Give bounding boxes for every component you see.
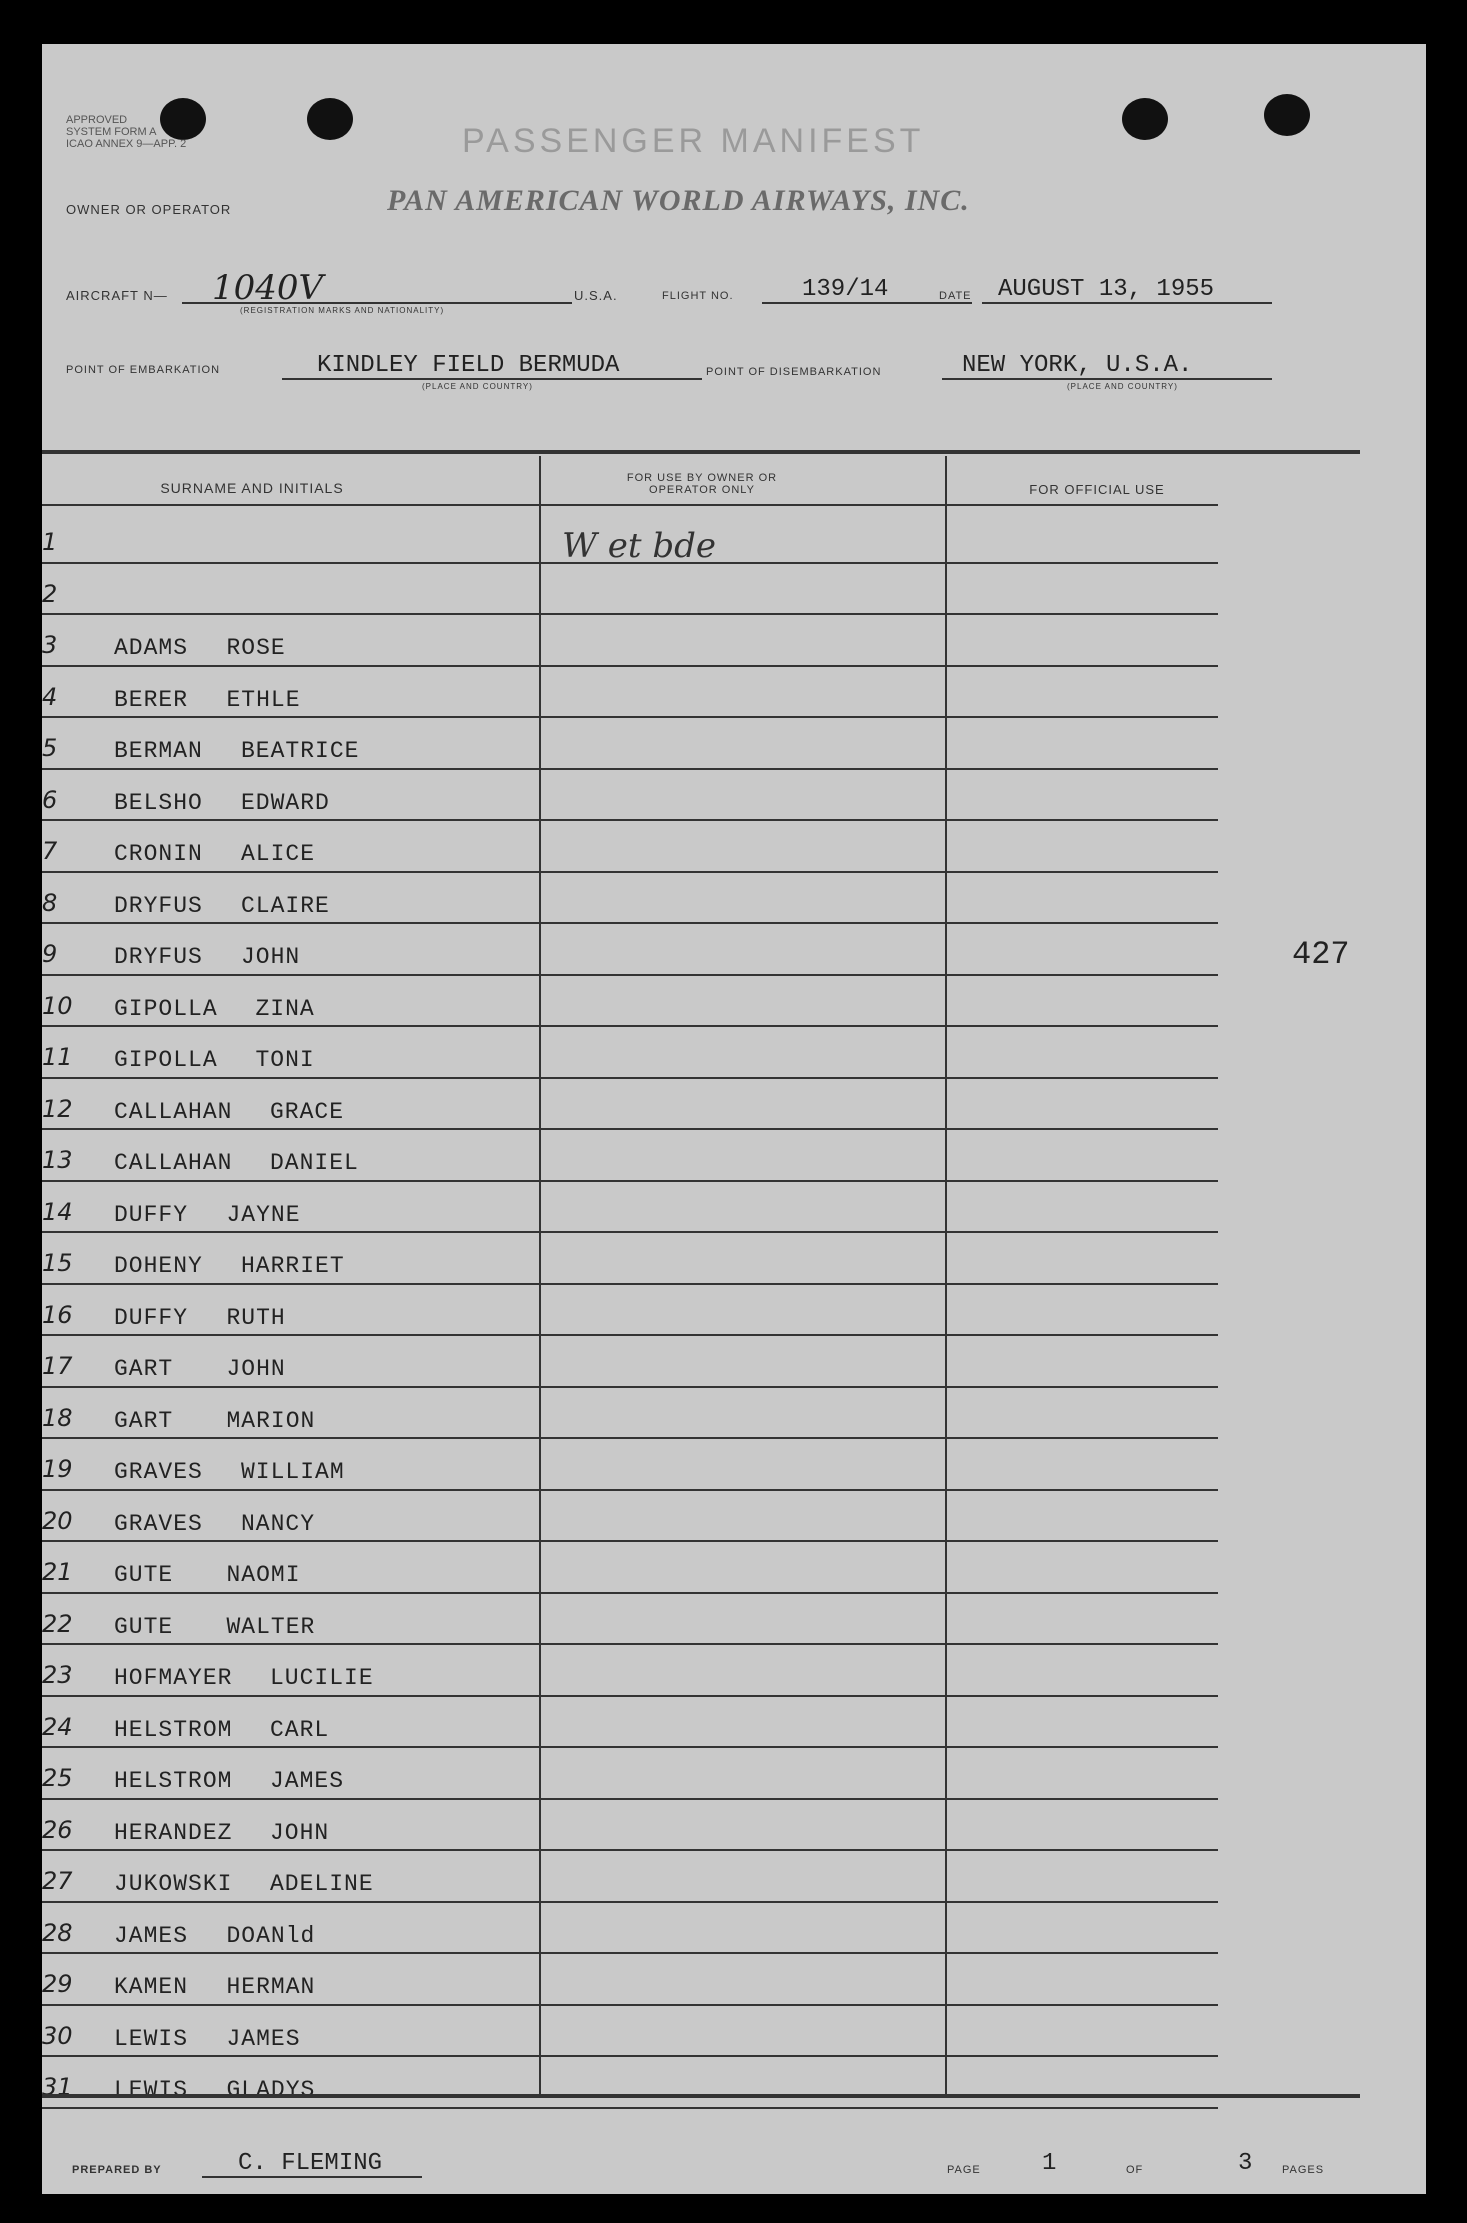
passenger-surname: LEWIS [114, 2025, 189, 2052]
passenger-number: 26 [42, 1815, 73, 1844]
passenger-given-name: JOHN [270, 1819, 330, 1846]
pages-value: 3 [1238, 2150, 1253, 2177]
row-rule [42, 768, 1218, 770]
row-rule [42, 1077, 1218, 1079]
passenger-number: 4 [42, 682, 58, 711]
row-rule [42, 2107, 1218, 2109]
punch-hole [307, 98, 353, 140]
row-rule [42, 1180, 1218, 1182]
passenger-number: 11 [42, 1043, 73, 1071]
prepared-underline [202, 2176, 422, 2178]
passenger-number: 14 [42, 1197, 73, 1226]
passenger-given-name: LUCILIE [270, 1665, 374, 1691]
passenger-number: 24 [42, 1712, 73, 1741]
table-header-rule [42, 504, 1218, 506]
manifest-sheet [42, 44, 1426, 2194]
page-value: 1 [1042, 2150, 1057, 2177]
passenger-given-name: BEATRICE [241, 738, 360, 764]
passenger-number: 1 [42, 528, 58, 556]
passenger-surname: GIPOLLA [114, 995, 218, 1022]
disembark-underline [942, 378, 1272, 380]
passenger-given-name: RUTH [226, 1304, 286, 1331]
column-divider [945, 456, 947, 2096]
passenger-given-name: HERMAN [226, 1974, 316, 2000]
passenger-surname: BELSHO [114, 789, 203, 816]
passenger-number: 12 [42, 1094, 73, 1123]
passenger-surname: DOHENY [114, 1253, 203, 1279]
owner-remark: W et bde [562, 526, 716, 566]
passenger-given-name: HARRIET [241, 1253, 345, 1279]
passenger-given-name: NAOMI [226, 1562, 301, 1588]
passenger-given-name: CARL [270, 1716, 330, 1743]
row-rule [42, 1695, 1218, 1697]
passenger-surname: GIPOLLA [114, 1047, 218, 1073]
embark-underline [282, 378, 702, 380]
date-underline [982, 302, 1272, 304]
passenger-given-name: ZINA [255, 995, 315, 1022]
row-rule [42, 871, 1218, 873]
passenger-given-name: CLAIRE [241, 892, 330, 919]
passenger-number: 27 [42, 1867, 73, 1895]
passenger-surname: GRAVES [114, 1459, 203, 1485]
row-rule [42, 1283, 1218, 1285]
passenger-surname: BERMAN [114, 738, 203, 764]
row-rule [42, 1540, 1218, 1542]
column-official-use: FOR OFFICIAL USE [1029, 482, 1165, 497]
passenger-number: 9 [42, 940, 58, 968]
row-rule [42, 716, 1218, 718]
row-rule [42, 819, 1218, 821]
usa-label: U.S.A. [574, 288, 618, 303]
passenger-number: 18 [42, 1403, 73, 1432]
flight-underline [762, 302, 972, 304]
approval-note: APPROVED SYSTEM FORM A ICAO ANNEX 9—APP. 2 [66, 114, 187, 150]
passenger-number: 28 [42, 1918, 73, 1947]
punch-hole [1264, 94, 1310, 136]
owner-label: OWNER OR OPERATOR [66, 202, 232, 217]
pages-label: PAGES [1282, 2164, 1325, 2176]
passenger-given-name: JAYNE [226, 1201, 301, 1228]
row-rule [42, 974, 1218, 976]
passenger-number: 19 [42, 1455, 73, 1483]
embark-value: KINDLEY FIELD BERMUDA [317, 352, 620, 379]
table-top-rule [42, 450, 1360, 454]
row-rule [42, 922, 1218, 924]
passenger-given-name: TONI [255, 1047, 315, 1073]
row-rule [42, 1952, 1218, 1954]
passenger-number: 31 [42, 2073, 73, 2101]
passenger-given-name: JOHN [226, 1356, 286, 1382]
passenger-number: 22 [42, 1609, 73, 1638]
row-rule [42, 1643, 1218, 1645]
passenger-given-name: ADELINE [270, 1871, 374, 1897]
passenger-surname: GRAVES [114, 1510, 203, 1537]
embark-label: POINT OF EMBARKATION [66, 364, 221, 376]
passenger-given-name: GLADYS [226, 2077, 316, 2103]
passenger-number: 10 [42, 991, 73, 1020]
passenger-surname: CRONIN [114, 841, 203, 867]
passenger-number: 2 [42, 579, 58, 608]
passenger-given-name: GRACE [270, 1098, 345, 1125]
passenger-number: 20 [42, 1506, 73, 1535]
passenger-number: 15 [42, 1249, 73, 1277]
passenger-surname: GART [114, 1407, 174, 1434]
passenger-given-name: DOANld [226, 1922, 316, 1949]
row-rule [42, 1437, 1218, 1439]
row-rule [42, 1334, 1218, 1336]
passenger-surname: DUFFY [114, 1304, 189, 1331]
row-rule [42, 1746, 1218, 1748]
row-rule [42, 1849, 1218, 1851]
table-bottom-rule [42, 2094, 1360, 2098]
form-title: PASSENGER MANIFEST [462, 122, 925, 160]
row-rule [42, 2004, 1218, 2006]
row-rule [42, 2055, 1218, 2057]
row-rule [42, 1386, 1218, 1388]
punch-hole [1122, 98, 1168, 140]
passenger-surname: DRYFUS [114, 892, 203, 919]
of-label: OF [1126, 2164, 1144, 2176]
passenger-given-name: WILLIAM [241, 1459, 345, 1485]
column-surname: SURNAME AND INITIALS [160, 480, 344, 496]
flight-label: FLIGHT NO. [662, 290, 734, 302]
passenger-given-name: EDWARD [241, 789, 330, 816]
passenger-number: 17 [42, 1352, 73, 1380]
prepared-label: PREPARED BY [72, 2164, 162, 2176]
passenger-number: 16 [42, 1300, 73, 1329]
margin-page-number: 427 [1292, 936, 1350, 973]
passenger-surname: DUFFY [114, 1201, 189, 1228]
disembark-value: NEW YORK, U.S.A. [962, 352, 1193, 379]
passenger-number: 8 [42, 888, 58, 917]
aircraft-underline [182, 302, 572, 304]
passenger-surname: DRYFUS [114, 944, 203, 970]
passenger-surname: GART [114, 1356, 174, 1382]
passenger-surname: KAMEN [114, 1974, 189, 2000]
row-rule [42, 1025, 1218, 1027]
disembark-label: POINT OF DISEMBARKATION [706, 366, 882, 378]
row-rule [42, 1592, 1218, 1594]
prepared-value: C. FLEMING [238, 2150, 383, 2177]
passenger-given-name: JAMES [270, 1768, 345, 1794]
passenger-number: 3 [42, 631, 58, 659]
column-owner-use: FOR USE BY OWNER OR OPERATOR ONLY [626, 472, 778, 496]
passenger-surname: JUKOWSKI [114, 1871, 233, 1897]
passenger-number: 21 [42, 1558, 73, 1586]
passenger-surname: HOFMAYER [114, 1665, 233, 1691]
row-rule [42, 613, 1218, 615]
column-divider [539, 456, 541, 2096]
operator-name: PAN AMERICAN WORLD AIRWAYS, INC. [387, 184, 970, 217]
passenger-surname: GUTE [114, 1562, 174, 1588]
row-rule [42, 1901, 1218, 1903]
passenger-number: 29 [42, 1970, 73, 1998]
passenger-surname: HELSTROM [114, 1716, 233, 1743]
passenger-number: 25 [42, 1764, 73, 1792]
passenger-surname: HERANDEZ [114, 1819, 233, 1846]
flight-value: 139/14 [802, 276, 889, 303]
date-value: AUGUST 13, 1955 [998, 276, 1215, 303]
passenger-surname: CALLAHAN [114, 1150, 233, 1176]
passenger-number: 23 [42, 1661, 73, 1689]
passenger-surname: ADAMS [114, 635, 189, 661]
passenger-surname: GUTE [114, 1613, 174, 1640]
registration-sublabel: (REGISTRATION MARKS AND NATIONALITY) [240, 306, 445, 315]
passenger-number: 7 [42, 837, 58, 865]
aircraft-value: 1040V [212, 268, 324, 308]
row-rule [42, 1798, 1218, 1800]
passenger-surname: LEWIS [114, 2077, 189, 2103]
passenger-given-name: WALTER [226, 1613, 316, 1640]
passenger-number: 13 [42, 1146, 73, 1174]
passenger-number: 5 [42, 734, 58, 762]
page-label: PAGE [947, 2164, 981, 2176]
passenger-given-name: DANIEL [270, 1150, 359, 1176]
passenger-surname: CALLAHAN [114, 1098, 233, 1125]
passenger-given-name: ALICE [241, 841, 316, 867]
row-rule [42, 665, 1218, 667]
row-rule [42, 562, 1218, 564]
embark-sublabel: (PLACE AND COUNTRY) [422, 382, 533, 391]
passenger-surname: JAMES [114, 1922, 189, 1949]
row-rule [42, 1231, 1218, 1233]
date-label: DATE [939, 290, 972, 302]
passenger-given-name: JOHN [241, 944, 301, 970]
passenger-given-name: JAMES [226, 2025, 301, 2052]
passenger-number: 30 [42, 2021, 73, 2050]
row-rule [42, 1128, 1218, 1130]
passenger-surname: HELSTROM [114, 1768, 233, 1794]
passenger-number: 6 [42, 785, 58, 814]
passenger-surname: BERER [114, 686, 189, 713]
passenger-given-name: NANCY [241, 1510, 316, 1537]
passenger-given-name: MARION [226, 1407, 316, 1434]
aircraft-label: AIRCRAFT N— [66, 288, 168, 303]
disembark-sublabel: (PLACE AND COUNTRY) [1067, 382, 1178, 391]
row-rule [42, 1489, 1218, 1491]
passenger-given-name: ETHLE [226, 686, 301, 713]
passenger-given-name: ROSE [226, 635, 286, 661]
